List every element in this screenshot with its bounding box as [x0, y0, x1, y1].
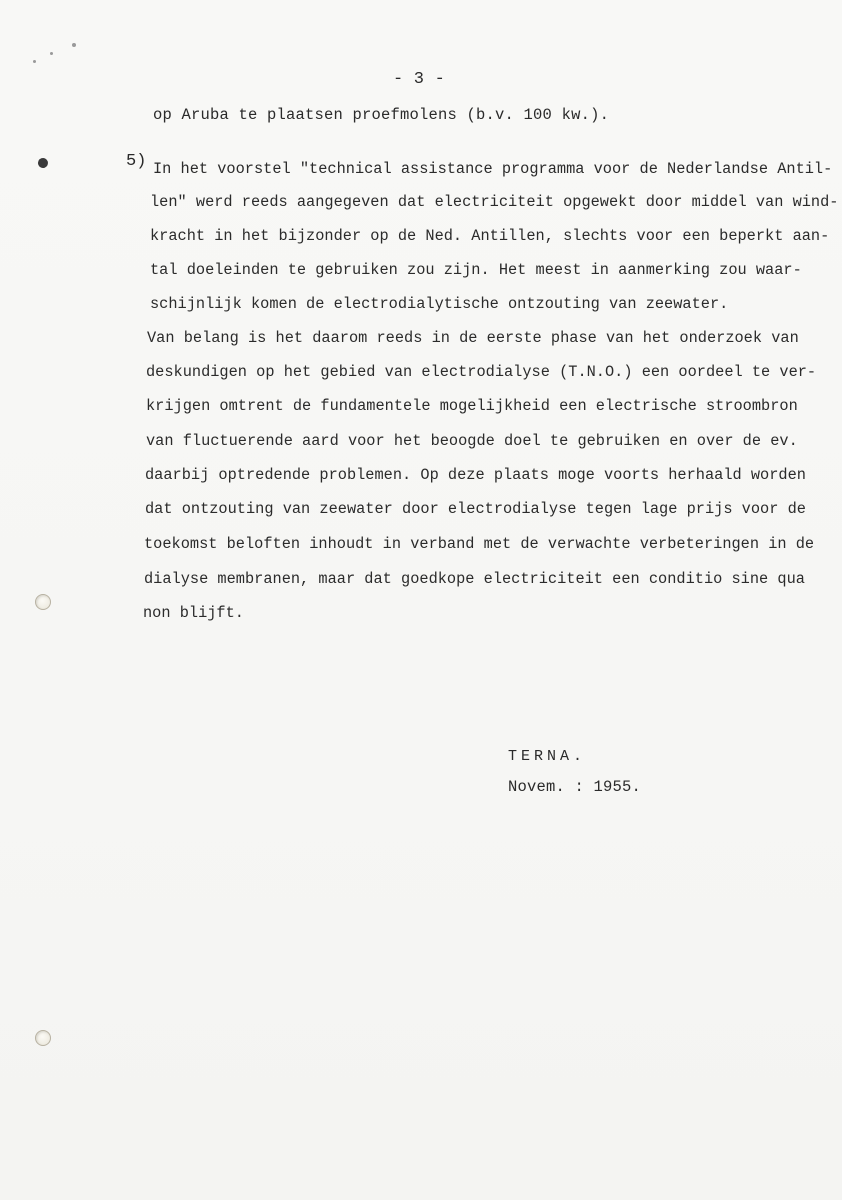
paragraph-line: deskundigen op het gebied van electrodialyse (T.N.O.) een oordeel te ver- [146, 363, 817, 381]
paragraph-line: len" werd reeds aangegeven dat electriciteit opgewekt door middel van wind- [150, 193, 839, 211]
paragraph-line: Van belang is het daarom reeds in de eerste phase van het onderzoek van [147, 329, 799, 347]
paragraph-line: dat ontzouting van zeewater door electrodialyse tegen lage prijs voor de [145, 500, 806, 518]
continuation-line: op Aruba te plaatsen proefmolens (b.v. 100 kw.). [153, 106, 610, 124]
signature-date: Novem. : 1955. [508, 778, 642, 796]
paragraph-line: toekomst beloften inhoudt in verband met de verwachte verbeteringen in de [144, 535, 815, 553]
page-number: - 3 - [393, 70, 446, 89]
margin-ink-mark [37, 157, 50, 170]
punch-hole-middle [35, 594, 51, 610]
paragraph-line: kracht in het bijzonder op de Ned. Antillen, slechts voor een beperkt aan- [150, 227, 830, 245]
paragraph-line: krijgen omtrent de fundamentele mogelijkheid een electrische stroombron [146, 397, 798, 415]
signature-name: TERNA. [508, 748, 587, 765]
paper-speck [33, 60, 36, 63]
paragraph-line: non blijft. [143, 604, 244, 622]
paragraph-line: tal doeleinden te gebruiken zou zijn. Het meest in aanmerking zou waar- [150, 261, 802, 279]
paragraph-line: van fluctuerende aard voor het beoogde doel te gebruiken en over de ev. [146, 432, 798, 450]
punch-hole-bottom [35, 1030, 51, 1046]
item-number: 5) [126, 152, 147, 171]
paper-speck [72, 43, 76, 47]
paragraph-line: dialyse membranen, maar dat goedkope electriciteit een conditio sine qua [144, 570, 805, 588]
paper-speck [50, 52, 53, 55]
paragraph-line: daarbij optredende problemen. Op deze plaats moge voorts herhaald worden [145, 466, 806, 484]
paragraph-line: schijnlijk komen de electrodialytische ontzouting van zeewater. [150, 295, 729, 313]
paragraph-line: In het voorstel "technical assistance programma voor de Nederlandse Antil- [153, 160, 833, 178]
